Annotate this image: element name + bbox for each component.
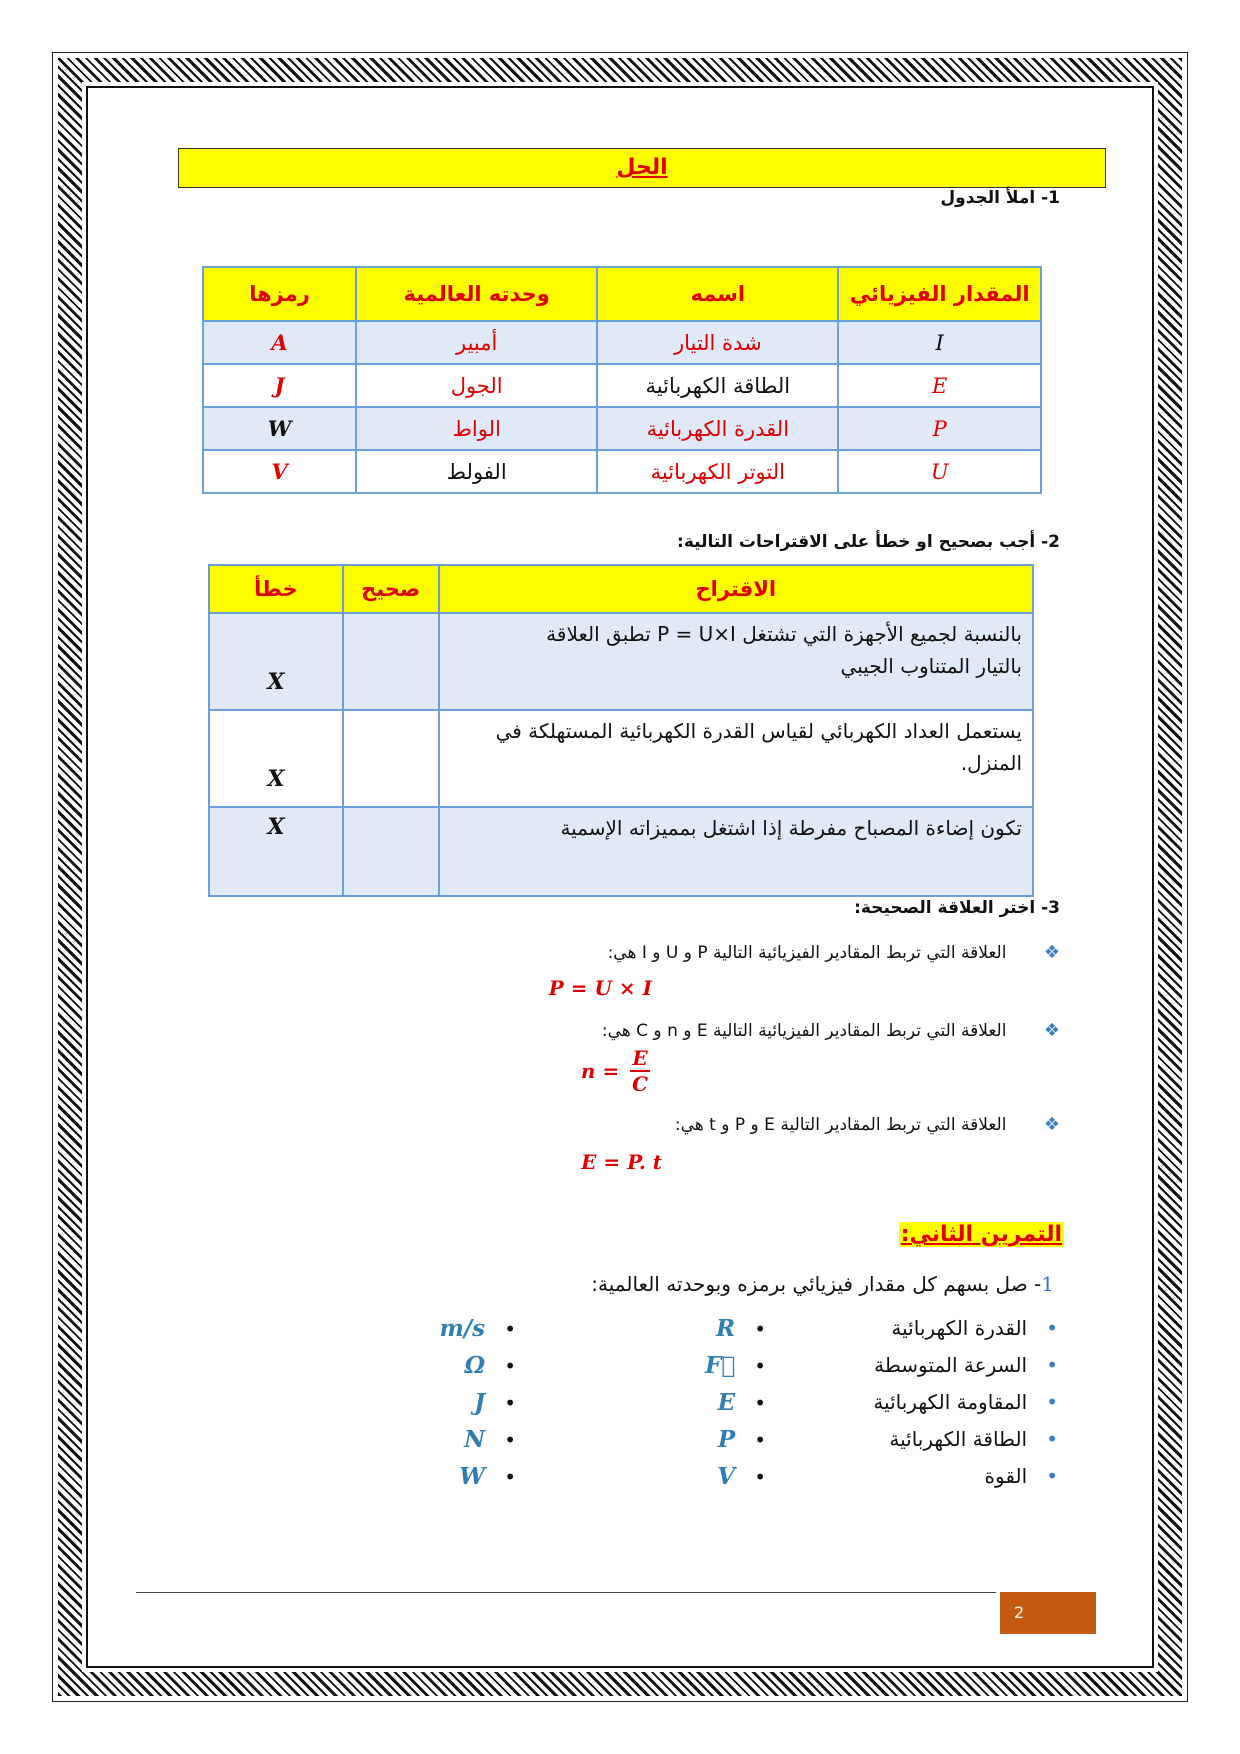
list-item	[439, 1310, 516, 1347]
table-header-row	[209, 565, 1033, 613]
table-header-row	[203, 267, 1041, 321]
list-item	[439, 1421, 516, 1458]
symbols-column	[705, 1310, 766, 1495]
units-column	[439, 1310, 516, 1495]
cell-unit: الواط	[356, 407, 597, 450]
cell-quantity: E	[838, 364, 1041, 407]
table-row	[209, 710, 1033, 807]
quantity-label: السرعة المتوسطة	[874, 1353, 1028, 1377]
list-item	[873, 1310, 1058, 1347]
footer-rule	[136, 1592, 996, 1593]
list-item	[439, 1347, 516, 1384]
bullet-dot-icon: •	[1046, 1353, 1058, 1377]
diamond-bullet-icon: ❖	[1043, 942, 1060, 963]
symbol-label: E	[717, 1389, 736, 1416]
header-quantity: المقدار الفيزيائي	[838, 267, 1041, 321]
bullet-dot-icon: •	[754, 1428, 766, 1452]
table-row	[203, 364, 1041, 407]
formula-power: P = U × I	[548, 976, 652, 1000]
cell-quantity: P	[838, 407, 1041, 450]
relation-item	[602, 1020, 1060, 1041]
solution-header	[178, 148, 1106, 188]
symbol-label: P	[717, 1426, 736, 1453]
unit-label: Ω	[464, 1352, 486, 1379]
cell-unit: الفولط	[356, 450, 597, 493]
question-3-label: 3- اختر العلاقة الصحيحة:	[854, 898, 1060, 918]
relation-text: العلاقة التي تربط المقادير الفيزيائية التالية P و U و I هي:	[607, 943, 1007, 963]
page-content	[90, 90, 1150, 1664]
bullet-dot-icon: •	[1046, 1390, 1058, 1414]
quantity-label: الطاقة الكهربائية	[889, 1427, 1028, 1451]
formula-numerator: E	[630, 1046, 650, 1072]
cell-proposal	[439, 807, 1033, 896]
bullet-dot-icon: •	[754, 1317, 766, 1341]
list-item	[873, 1421, 1058, 1458]
diamond-bullet-icon: ❖	[1043, 1020, 1060, 1041]
header-wrong: خطأ	[209, 565, 343, 613]
header-symbol: رمزها	[203, 267, 356, 321]
relation-item	[608, 942, 1060, 963]
table-row	[203, 450, 1041, 493]
diamond-bullet-icon: ❖	[1043, 1114, 1060, 1135]
exercise-2-question	[591, 1272, 1054, 1296]
quantity-label: القدرة الكهربائية	[891, 1316, 1028, 1340]
formula-energy: E = P. t	[581, 1150, 662, 1174]
true-false-table	[208, 564, 1034, 897]
cell-symbol: V	[203, 450, 356, 493]
relation-text: العلاقة التي تربط المقادير التالية E و P و t هي:	[674, 1115, 1007, 1135]
cell-unit: أمبير	[356, 321, 597, 364]
cell-correct	[343, 613, 439, 710]
bullet-dot-icon: •	[1046, 1316, 1058, 1340]
question-text: - صل بسهم كل مقدار فيزيائي برمزه وبوحدته العالمية:	[591, 1272, 1042, 1296]
formula-denominator: C	[632, 1072, 648, 1096]
formula-fraction	[581, 1046, 650, 1096]
proposal-line: يستعمل العداد الكهربائي لقياس القدرة الكهربائية المستهلكة في	[495, 719, 1022, 743]
list-item	[873, 1347, 1058, 1384]
cell-proposal	[439, 613, 1033, 710]
bullet-dot-icon: •	[754, 1465, 766, 1489]
bullet-dot-icon: •	[504, 1354, 516, 1378]
table-row	[203, 321, 1041, 364]
list-item	[873, 1384, 1058, 1421]
symbol-label: R	[716, 1315, 736, 1342]
cell-name: التوتر الكهربائية	[597, 450, 838, 493]
question-number: 1	[1041, 1272, 1054, 1296]
proposal-line: بالتيار المتناوب الجيبي	[840, 654, 1022, 678]
page-number-badge: 2	[1000, 1592, 1096, 1634]
cell-symbol: J	[203, 364, 356, 407]
cell-quantity: I	[838, 321, 1041, 364]
relation-item	[675, 1114, 1060, 1135]
bullet-dot-icon: •	[1046, 1464, 1058, 1488]
cell-wrong: X	[209, 613, 343, 710]
formula-fraction-parts	[630, 1046, 650, 1096]
cell-wrong: X	[209, 807, 343, 896]
unit-label: J	[474, 1389, 486, 1416]
list-item	[705, 1347, 766, 1384]
symbol-label: V	[717, 1463, 736, 1490]
cell-correct	[343, 807, 439, 896]
question-2-label: 2- أجب بصحيح او خطأ على الاقتراحات التالية:	[677, 532, 1060, 552]
unit-label: N	[464, 1426, 486, 1453]
formula-lhs: n =	[580, 1059, 620, 1083]
cell-unit: الجول	[356, 364, 597, 407]
cell-symbol: W	[203, 407, 356, 450]
exercise-2-title: التمرين الثاني:	[900, 1222, 1062, 1247]
quantities-column	[873, 1310, 1058, 1495]
bullet-dot-icon: •	[504, 1391, 516, 1415]
cell-correct	[343, 710, 439, 807]
header-name: اسمه	[597, 267, 838, 321]
list-item	[439, 1458, 516, 1495]
cell-proposal	[439, 710, 1033, 807]
list-item	[873, 1458, 1058, 1495]
list-item	[705, 1458, 766, 1495]
header-unit: وحدته العالمية	[356, 267, 597, 321]
table-row	[209, 613, 1033, 710]
header-correct: صحيح	[343, 565, 439, 613]
list-item	[439, 1384, 516, 1421]
list-item	[705, 1310, 766, 1347]
bullet-dot-icon: •	[504, 1317, 516, 1341]
cell-wrong: X	[209, 710, 343, 807]
bullet-dot-icon: •	[1046, 1427, 1058, 1451]
unit-label: W	[459, 1463, 486, 1490]
table-row	[209, 807, 1033, 896]
unit-label: m/s	[439, 1315, 486, 1342]
quantities-table	[202, 266, 1042, 494]
proposal-line: بالنسبة لجميع الأجهزة التي تشتغل P = U×I تطبق العلاقة	[546, 622, 1022, 646]
bullet-dot-icon: •	[504, 1465, 516, 1489]
cell-name: الطاقة الكهربائية	[597, 364, 838, 407]
list-item	[705, 1384, 766, 1421]
list-item	[705, 1421, 766, 1458]
bullet-dot-icon: •	[504, 1428, 516, 1452]
cell-name: شدة التيار	[597, 321, 838, 364]
proposal-line: المنزل.	[960, 751, 1022, 775]
solution-title: الحل	[616, 155, 668, 180]
symbol-label: F⃗	[704, 1352, 736, 1379]
quantity-label: القوة	[984, 1464, 1028, 1488]
proposal-line: تكون إضاءة المصباح مفرطة إذا اشتغل بمميزاته الإسمية	[560, 816, 1022, 840]
cell-name: القدرة الكهربائية	[597, 407, 838, 450]
cell-symbol: A	[203, 321, 356, 364]
quantity-label: المقاومة الكهربائية	[873, 1390, 1028, 1414]
bullet-dot-icon: •	[754, 1391, 766, 1415]
relation-text: العلاقة التي تربط المقادير الفيزيائية التالية E و n و C هي:	[601, 1021, 1007, 1041]
cell-quantity: U	[838, 450, 1041, 493]
table-row	[203, 407, 1041, 450]
header-proposal: الاقتراح	[439, 565, 1033, 613]
bullet-dot-icon: •	[754, 1354, 766, 1378]
question-1-label: 1- املأ الجدول	[940, 188, 1060, 208]
